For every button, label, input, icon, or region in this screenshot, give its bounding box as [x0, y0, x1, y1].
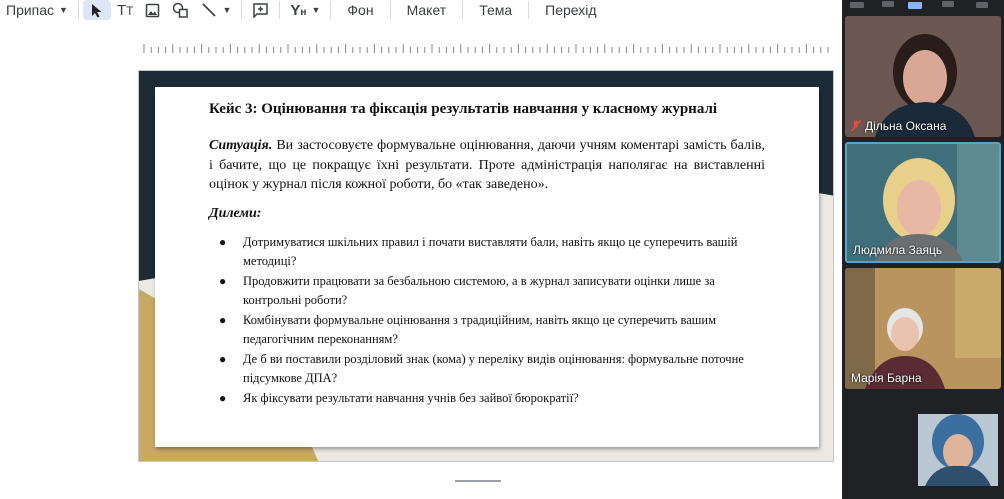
- case-title: Кейс 3: Оцінювання та фіксація результатів навчання у класному журналі: [209, 101, 718, 117]
- chevron-down-icon: ▼: [59, 5, 68, 15]
- toolbar-divider: [528, 1, 529, 19]
- add-comment-button[interactable]: [246, 0, 275, 20]
- dilemmas-heading: Дилеми:: [209, 206, 262, 221]
- list-item: [209, 389, 765, 408]
- participant-name-text: Людмила Заяць: [853, 243, 943, 257]
- shapes-icon: [172, 2, 189, 18]
- text-box-icon: TT: [116, 1, 134, 19]
- toolbar-divider: [462, 1, 463, 19]
- toolbar-divider: [390, 1, 391, 19]
- transition-button[interactable]: Перехід: [545, 2, 597, 18]
- shape-button[interactable]: [166, 0, 195, 20]
- list-item: [209, 350, 765, 387]
- mic-muted-icon: [851, 120, 861, 132]
- participant-tile[interactable]: [845, 142, 1001, 263]
- background-button[interactable]: Фон: [347, 2, 374, 18]
- participant-tile[interactable]: [845, 16, 1001, 137]
- insert-menu-button[interactable]: [0, 0, 74, 20]
- video-call-panel: [842, 0, 1004, 499]
- bullet-icon: ●: [219, 352, 227, 366]
- participant-video: [845, 394, 1001, 499]
- participant-name: [851, 119, 946, 133]
- chevron-down-icon: ▼: [222, 5, 232, 15]
- horizontal-ruler[interactable]: [140, 42, 836, 54]
- situation-text: Ви застосовуєте формувальне оцінювання, даючи учням коментарі замість балів, і бачите, що це покращує їхні результати. Проте адміністрація наполягає на виставленні оцінок у журнал після кожної роботи, бо «так заведено».: [209, 138, 765, 192]
- slide-text-card[interactable]: [155, 87, 819, 447]
- text-box-button[interactable]: [111, 0, 140, 20]
- speaker-notes-drag-handle[interactable]: [455, 480, 501, 482]
- insert-image-button[interactable]: [139, 0, 166, 20]
- line-button[interactable]: [195, 0, 237, 20]
- toolbar: [0, 0, 842, 20]
- dilemmas-list: [209, 233, 765, 410]
- toolbar-divider: [279, 1, 280, 19]
- list-item-text: Комбінувати формувальне оцінювання з традиційним, навіть якщо це суперечить вашим педагогічним переконанням?: [243, 313, 717, 346]
- select-tool-button[interactable]: [83, 0, 111, 20]
- list-item: [209, 272, 765, 309]
- situation-label: Ситуація.: [209, 138, 273, 153]
- participant-tile[interactable]: [845, 268, 1001, 389]
- participant-name-text: Дільна Оксана: [865, 119, 947, 133]
- participant-name: [853, 243, 942, 257]
- panel-view-controls[interactable]: [842, 0, 1004, 12]
- line-icon: [201, 2, 217, 18]
- list-item-text: Продовжити працювати за безбальною системою, а в журнал записувати оцінки лише за контрольні роботи?: [243, 274, 715, 307]
- chevron-down-icon: ▼: [311, 5, 321, 15]
- participant-tile[interactable]: [845, 394, 1001, 499]
- cursor-icon: [91, 3, 103, 18]
- situation-paragraph: [209, 136, 765, 195]
- insert-menu-label: Припас: [6, 2, 55, 18]
- image-icon: [145, 3, 160, 18]
- toolbar-divider: [78, 1, 79, 19]
- toolbar-divider: [241, 1, 242, 19]
- list-item: [209, 311, 765, 348]
- comment-add-icon: [252, 2, 269, 18]
- layout-button[interactable]: Макет: [406, 2, 447, 18]
- theme-button[interactable]: Тема: [479, 2, 513, 18]
- participant-name-text: Марія Барна: [851, 371, 922, 385]
- list-item-text: Як фіксувати результати навчання учнів без зайвої бюрократії?: [243, 391, 579, 405]
- list-item: [209, 233, 765, 270]
- bullet-icon: ●: [219, 235, 227, 249]
- bullet-icon: ●: [219, 313, 227, 327]
- text-format-icon: Yн: [290, 1, 307, 19]
- list-item-text: Де б ви поставили розділовий знак (кома) у переліку видів оцінювання: формувальне поточне підсумкове ДПА?: [243, 352, 744, 385]
- bullet-icon: ●: [219, 274, 227, 288]
- toolbar-divider: [330, 1, 331, 19]
- slide-canvas[interactable]: [138, 70, 834, 462]
- bullet-icon: ●: [219, 391, 227, 405]
- list-item-text: Дотримуватися шкільних правил і почати виставляти бали, навіть якщо це суперечить вашій методиці?: [243, 235, 738, 268]
- participant-name: [851, 371, 922, 385]
- text-format-button[interactable]: [284, 0, 326, 20]
